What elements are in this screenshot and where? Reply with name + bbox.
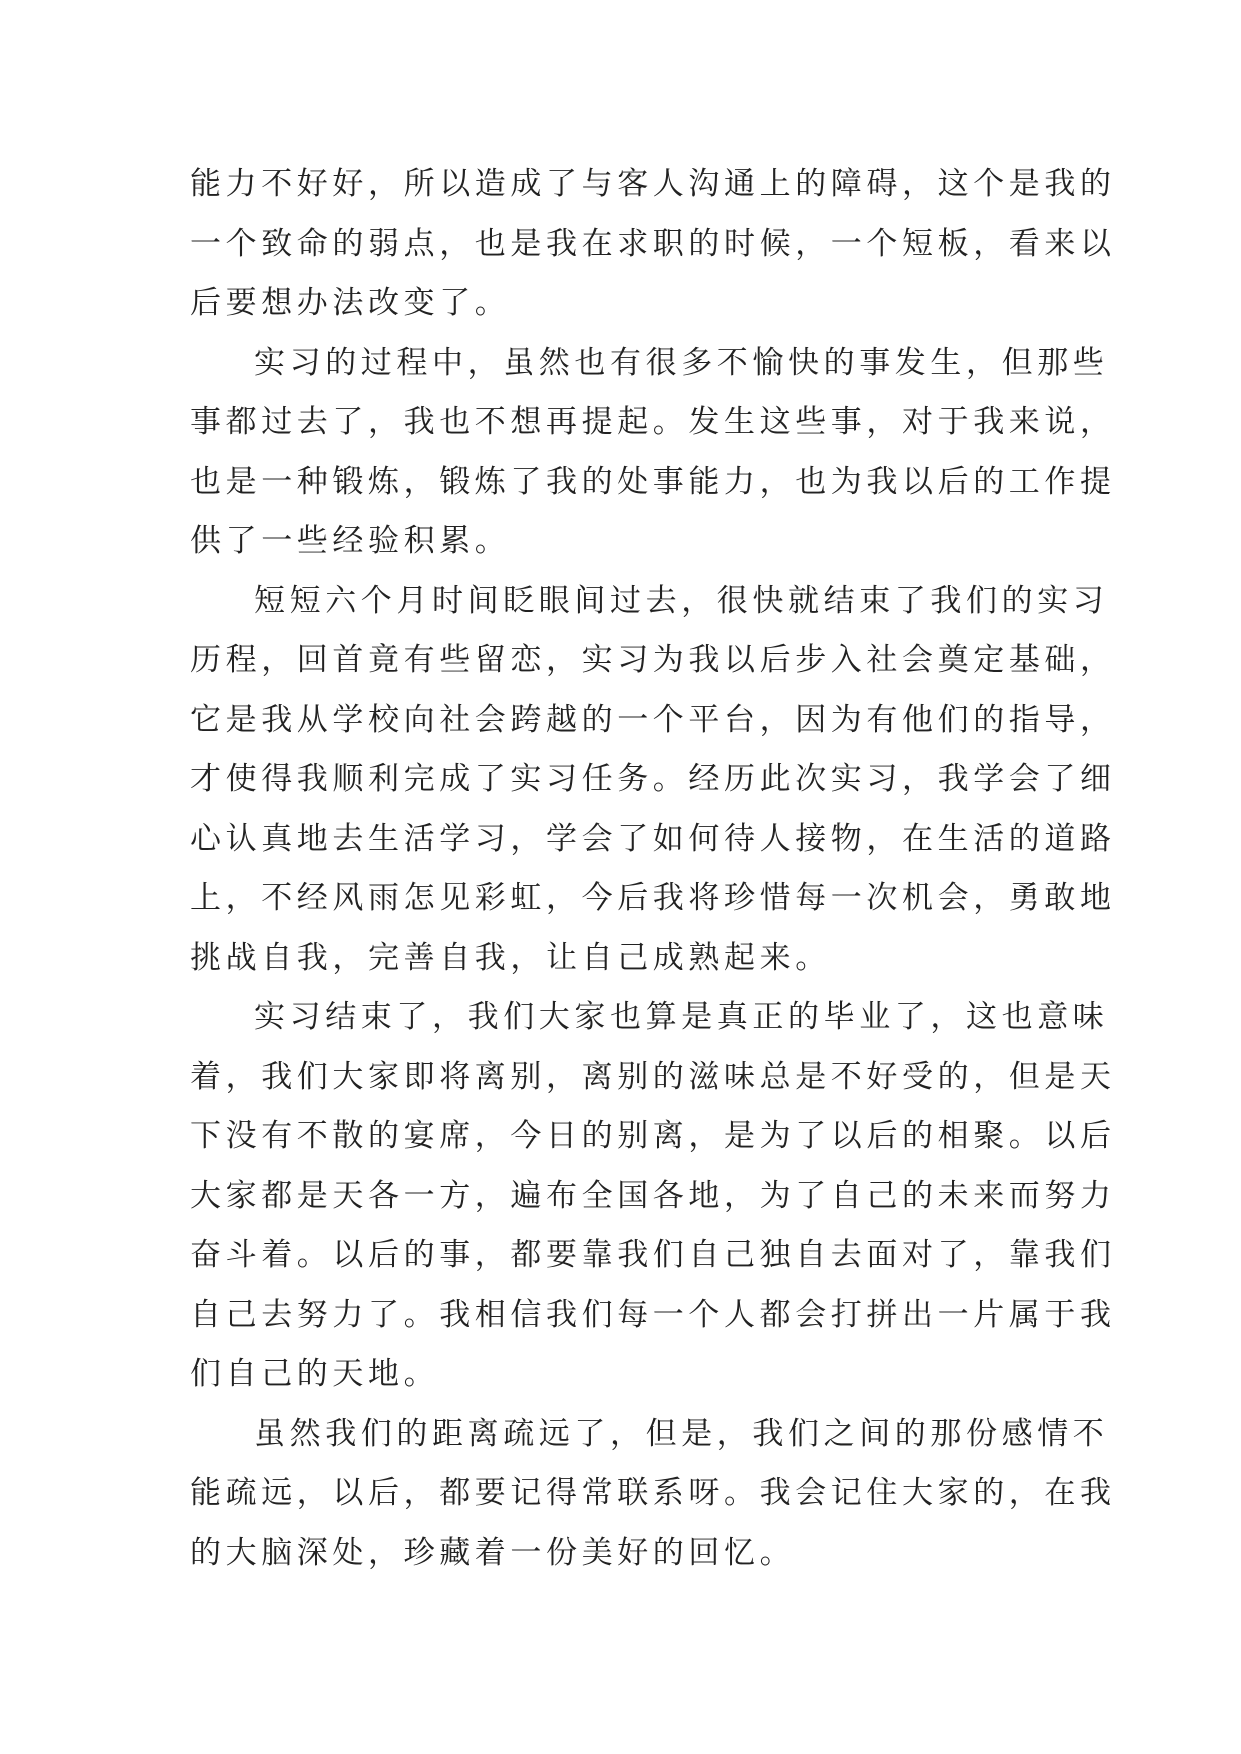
paragraph-2 xyxy=(190,334,1116,572)
paragraph-line: 才使得我顺利完成了实习任务。经历此次实习，我学会了细 xyxy=(190,761,1116,797)
paragraph-line: 历程，回首竟有些留恋，实习为我以后步入社会奠定基础， xyxy=(190,642,1116,678)
paragraph-line: 着，我们大家即将离别，离别的滋味总是不好受的，但是天 xyxy=(190,1058,1116,1095)
paragraph-1 xyxy=(190,155,1116,334)
paragraph-line: 大家都是天各一方，遍布全国各地，为了自己的未来而努力 xyxy=(190,1177,1116,1214)
paragraph-3 xyxy=(190,572,1116,989)
paragraph-line: 们自己的天地。 xyxy=(190,1356,440,1392)
paragraph-first-line: 短短六个月时间眨眼间过去，很快就结束了我们的实习 xyxy=(254,582,1109,619)
paragraph-line: 上，不经风雨怎见彩虹，今后我将珍惜每一次机会，勇敢地 xyxy=(190,880,1116,916)
paragraph-line: 挑战自我，完善自我，让自己成熟起来。 xyxy=(190,939,831,976)
paragraph-line: 也是一种锻炼，锻炼了我的处事能力，也为我以后的工作提 xyxy=(190,463,1116,500)
document-body xyxy=(190,155,1116,1583)
paragraph-line: 供了一些经验积累。 xyxy=(190,523,511,559)
paragraph-first-line: 实习结束了，我们大家也算是真正的毕业了，这也意味 xyxy=(254,999,1109,1035)
paragraph-line: 能力不好好，所以造成了与客人沟通上的障碍，这个是我的 xyxy=(190,166,1116,202)
paragraph-line: 一个致命的弱点，也是我在求职的时候，一个短板，看来以 xyxy=(190,225,1116,262)
paragraph-4 xyxy=(190,988,1116,1405)
paragraph-5 xyxy=(190,1405,1116,1584)
paragraph-line: 它是我从学校向社会跨越的一个平台，因为有他们的指导， xyxy=(190,701,1116,738)
paragraph-line: 能疏远，以后，都要记得常联系呀。我会记住大家的，在我 xyxy=(190,1475,1116,1511)
paragraph-line: 自己去努力了。我相信我们每一个人都会打拼出一片属于我 xyxy=(190,1296,1116,1333)
paragraph-first-line: 虽然我们的距离疏远了，但是，我们之间的那份感情不 xyxy=(254,1415,1109,1452)
paragraph-line: 后要想办法改变了。 xyxy=(190,285,511,321)
paragraph-line: 事都过去了，我也不想再提起。发生这些事，对于我来说， xyxy=(190,404,1116,440)
paragraph-line: 心认真地去生活学习，学会了如何待人接物，在生活的道路 xyxy=(190,820,1116,857)
paragraph-first-line: 实习的过程中，虽然也有很多不愉快的事发生，但那些 xyxy=(254,344,1109,381)
paragraph-line: 奋斗着。以后的事，都要靠我们自己独自去面对了，靠我们 xyxy=(190,1237,1116,1273)
paragraph-line: 下没有不散的宴席，今日的别离，是为了以后的相聚。以后 xyxy=(190,1118,1116,1154)
paragraph-line: 的大脑深处，珍藏着一份美好的回忆。 xyxy=(190,1534,796,1571)
